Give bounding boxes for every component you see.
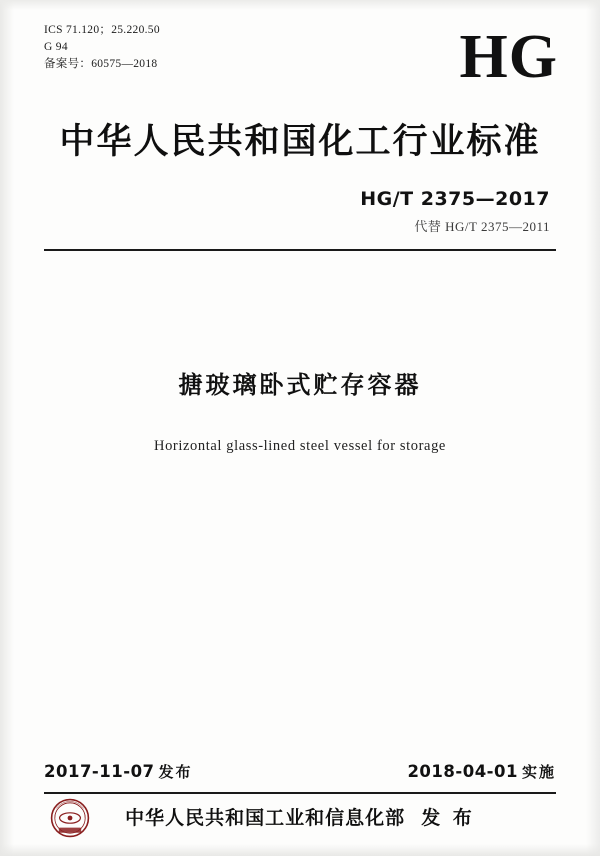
page-title: 中华人民共和国化工行业标准 [59,122,541,162]
page-content [44,22,556,838]
issuer-action: 发 布 [421,806,475,829]
ics-code: ICS 71.120；25.220.50 [44,24,160,36]
scan-edge-bottom [0,844,600,856]
document-title-en: Horizontal glass-lined steel vessel for storage [154,438,446,454]
implementation-date [407,761,556,782]
ccs-code: G 94 [44,41,68,53]
issuer-text [125,803,475,830]
scan-edge-left [0,0,14,856]
record-number: 备案号：60575—2018 [44,58,158,70]
issuer-row [44,794,556,838]
classification-block [44,22,160,73]
standard-number: HG/T 2375—2017 [360,188,550,210]
standard-number-block [44,188,556,235]
issuer-name: 中华人民共和国工业和信息化部 [125,806,406,829]
issue-date-value: 2017-11-07 [44,762,155,781]
header-divider [44,249,556,251]
implementation-date-suffix: 实施 [521,763,556,781]
standard-replaces: 代替 HG/T 2375—2011 [414,219,550,234]
date-row [44,761,556,782]
scan-edge-top [0,0,600,10]
emblem-icon [50,798,90,838]
hg-logo: HG [459,23,558,91]
issue-date [44,761,193,782]
implementation-date-value: 2018-04-01 [407,762,518,781]
document-title-cn: 搪玻璃卧式贮存容器 [178,371,422,399]
issue-date-suffix: 发布 [158,763,193,781]
header-row [44,22,556,108]
scan-edge-right [586,0,600,856]
